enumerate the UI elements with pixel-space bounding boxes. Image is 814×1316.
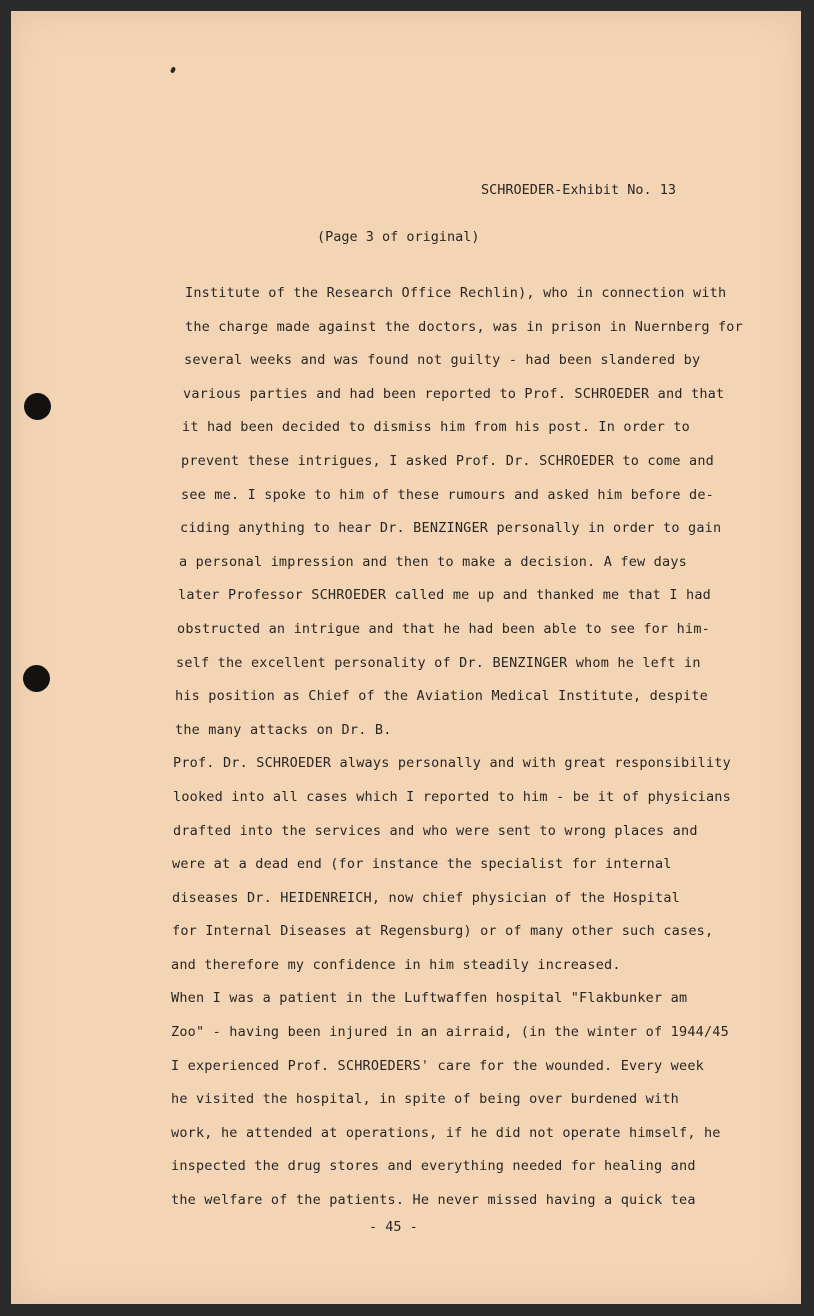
text-line: several weeks and was found not guilty - had been slandered by [184, 352, 701, 369]
text-line: Zoo" - having been injured in an airraid, (in the winter of 1944/45 [171, 1024, 729, 1041]
text-line: diseases Dr. HEIDENREICH, now chief physician of the Hospital [172, 889, 680, 906]
text-line: Prof. Dr. SCHROEDER always personally and with great responsibility [173, 755, 731, 772]
text-line: looked into all cases which I reported to him - be it of physicians [173, 788, 731, 805]
text-line: I experienced Prof. SCHROEDERS' care for the wounded. Every week [171, 1057, 704, 1074]
text-line: inspected the drug stores and everything needed for healing and [171, 1158, 696, 1175]
text-line: Institute of the Research Office Rechlin), who in connection with [185, 285, 727, 301]
text-line: ciding anything to hear Dr. BENZINGER personally in order to gain [180, 520, 722, 537]
punch-hole [24, 393, 51, 420]
text-line: the many attacks on Dr. B. [175, 721, 392, 738]
text-line: for Internal Diseases at Regensburg) or of many other such cases, [172, 923, 714, 940]
text-line: were at a dead end (for instance the specialist for internal [172, 856, 672, 873]
text-line: see me. I spoke to him of these rumours and asked him before de- [181, 486, 714, 503]
text-line: and therefore my confidence in him steadily increased. [171, 956, 621, 973]
text-line: various parties and had been reported to Prof. SCHROEDER and that [183, 385, 725, 402]
text-line: his position as Chief of the Aviation Medical Institute, despite [175, 688, 708, 705]
page-reference: (Page 3 of original) [317, 229, 480, 245]
text-line: it had been decided to dismiss him from his post. In order to [182, 419, 690, 436]
text-line: later Professor SCHROEDER called me up and thanked me that I had [178, 587, 711, 604]
document-page [11, 11, 801, 1304]
text-line: obstructed an intrigue and that he had been able to see for him- [177, 620, 710, 637]
text-line: a personal impression and then to make a decision. A few days [179, 553, 687, 570]
text-line: When I was a patient in the Luftwaffen hospital "Flakbunker am [171, 990, 688, 1007]
punch-hole [23, 665, 50, 692]
text-line: prevent these intrigues, I asked Prof. Dr. SCHROEDER to come and [181, 452, 714, 469]
ink-speck [170, 66, 176, 73]
text-line: work, he attended at operations, if he did not operate himself, he [171, 1124, 721, 1141]
text-line: drafted into the services and who were sent to wrong places and [173, 822, 698, 839]
exhibit-label: SCHROEDER-Exhibit No. 13 [481, 182, 677, 198]
text-line: he visited the hospital, in spite of being over burdened with [171, 1091, 679, 1108]
text-line: the welfare of the patients. He never missed having a quick tea [171, 1192, 696, 1209]
body-text [171, 277, 771, 1218]
page-number: - 45 - [369, 1219, 418, 1235]
text-line: self the excellent personality of Dr. BENZINGER whom he left in [176, 654, 701, 671]
text-line: the charge made against the doctors, was in prison in Nuernberg for [185, 318, 743, 335]
